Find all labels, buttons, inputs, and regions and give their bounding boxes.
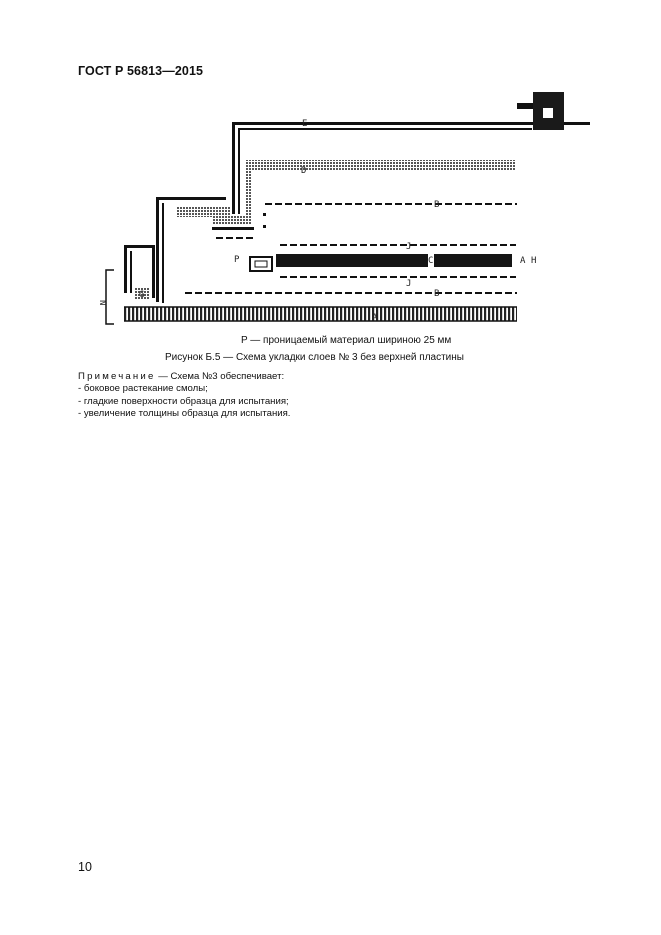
label-h: H — [531, 256, 537, 266]
label-b: B — [434, 200, 440, 210]
note-block — [78, 371, 290, 420]
note-label: Примечание — [78, 371, 156, 382]
note-heading — [78, 371, 290, 383]
label-j-bottom: J — [406, 279, 412, 289]
note-intro: — Схема №3 обеспечивает: — [155, 371, 285, 382]
label-c: C — [428, 256, 434, 266]
layup-scheme-diagram — [0, 80, 661, 330]
label-d: D — [301, 166, 307, 176]
permeable-material-p — [250, 257, 272, 271]
laminate-c — [276, 254, 512, 267]
label-b-bottom: B — [434, 289, 440, 299]
label-g: G — [139, 290, 145, 300]
document-header: ГОСТ Р 56813—2015 — [78, 64, 204, 78]
figure-legend: P — проницаемый материал шириною 25 мм — [241, 335, 452, 346]
label-a-small: A — [520, 256, 526, 266]
layer-d — [245, 160, 516, 218]
label-f: F — [545, 110, 551, 120]
tool-plate-a — [124, 307, 517, 321]
note-item: - боковое растекание смолы; — [78, 383, 208, 395]
bracket-n — [106, 270, 114, 324]
note-item: - гладкие поверхности образца для испытания; — [78, 395, 289, 407]
label-a: A — [372, 313, 378, 323]
label-p: P — [234, 255, 240, 265]
label-n: N — [97, 300, 107, 306]
figure-caption: Рисунок Б.5 — Схема укладки слоев № 3 без верхней пластины — [165, 352, 464, 363]
page-number: 10 — [78, 860, 92, 874]
note-item: - увеличение толщины образца для испытания. — [78, 407, 291, 419]
dash-marks — [263, 213, 266, 228]
label-e: E — [302, 119, 308, 129]
label-j-top: J — [406, 242, 412, 252]
